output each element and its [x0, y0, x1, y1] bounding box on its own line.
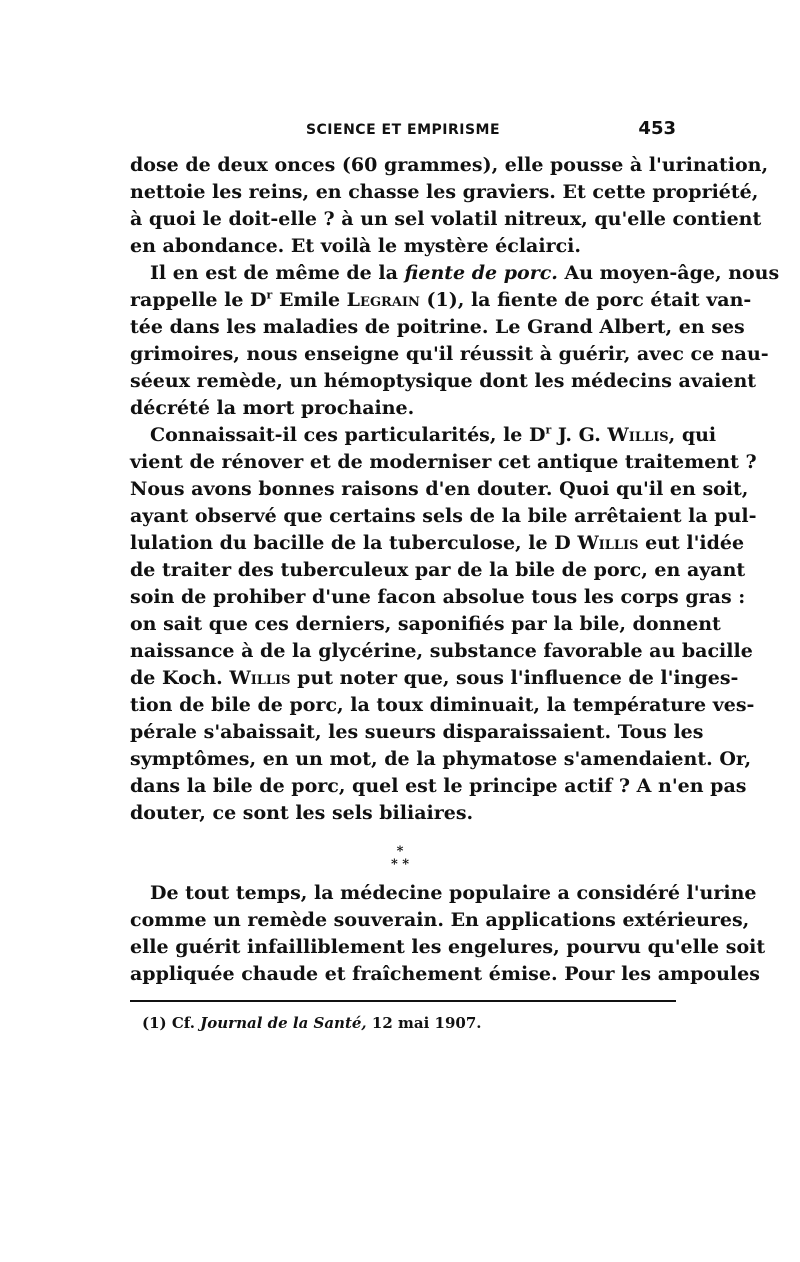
text-line [130, 287, 752, 314]
text-line: on sait que ces derniers, saponifiés par la bile, donnent [130, 613, 721, 635]
text-line: appliquée chaude et fraîchement émise. Pour les ampoules [130, 963, 760, 985]
text-line: séeux remède, un hémoptysique dont les médecins avaient [130, 370, 757, 392]
text-line: tion de bile de porc, la toux diminuait, la température ves- [130, 694, 755, 716]
text-line: tée dans les maladies de poitrine. Le Grand Albert, en ses [130, 316, 745, 338]
text-fragment: de Koch. [130, 667, 230, 689]
text-line: elle guérit infailliblement les engelures, pourvu qu'elle soit [130, 936, 766, 958]
text-line: comme un remède souverain. En applications extérieures, [130, 909, 750, 931]
footnote [142, 1014, 481, 1032]
text-line: décrété la mort prochaine. [130, 397, 415, 419]
text-line: nettoie les reins, en chasse les graviers. Et cette propriété, [130, 181, 759, 203]
text-fragment: rappelle le D [130, 289, 267, 311]
text-line: naissance à de la glycérine, substance favorable au bacille [130, 640, 753, 662]
text-line [130, 260, 780, 287]
text-fragment: , qui [668, 424, 717, 446]
main-text-continued [130, 880, 766, 988]
page-number: 453 [638, 118, 676, 139]
italic-phrase: fiente de porc. [404, 262, 558, 284]
text-fragment: J. G. [551, 424, 608, 446]
section-separator: * * * [390, 844, 410, 872]
author-name: Willis [229, 667, 291, 689]
text-fragment: Connaissait-il ces particularités, le D [150, 424, 546, 446]
text-line: pérale s'abaissait, les sueurs disparaissaient. Tous les [130, 721, 704, 743]
text-fragment: Il en est de même de la [150, 262, 405, 284]
main-text [130, 152, 780, 827]
footnote-marker: (1) Cf. [142, 1014, 201, 1032]
author-name: Willis [577, 532, 639, 554]
running-title: SCIENCE ET EMPIRISME [305, 122, 501, 138]
text-line: dose de deux onces (60 grammes), elle pousse à l'urination, [130, 154, 769, 176]
text-line: en abondance. Et voilà le mystère éclairci. [130, 235, 581, 257]
author-name: Willis [607, 424, 669, 446]
text-line: symptômes, en un mot, de la phymatose s'amendaient. Or, [130, 748, 752, 770]
text-fragment: Emile [272, 289, 347, 311]
text-line: de traiter des tuberculeux par de la bile de porc, en ayant [130, 559, 746, 581]
footnote-date: 12 mai 1907. [366, 1014, 482, 1032]
text-fragment: eut l'idée [638, 532, 745, 554]
superscript: r [545, 423, 552, 437]
footnote-source: Journal de la Santé, [200, 1014, 367, 1032]
text-line: à quoi le doit-elle ? à un sel volatil nitreux, qu'elle contient [130, 208, 762, 230]
text-fragment: (1), la fiente de porc était van- [419, 289, 752, 311]
text-line: Nous avons bonnes raisons d'en douter. Quoi qu'il en soit, [130, 478, 749, 500]
page-header [130, 118, 676, 142]
text-line: douter, ce sont les sels biliaires. [130, 802, 474, 824]
text-line: soin de prohiber d'une facon absolue tous les corps gras : [130, 586, 746, 608]
text-fragment: put noter que, sous l'influence de l'inges- [290, 667, 739, 689]
superscript: r [266, 288, 273, 302]
text-line [130, 422, 717, 449]
text-line: grimoires, nous enseigne qu'il réussit à guérir, avec ce nau- [130, 343, 769, 365]
text-line: vient de rénover et de moderniser cet antique traitement ? [130, 451, 757, 473]
text-line: ayant observé que certains sels de la bile arrêtaient la pul- [130, 505, 757, 527]
text-fragment: Au moyen-âge, nous [557, 262, 780, 284]
text-line: dans la bile de porc, quel est le principe actif ? A n'en pas [130, 775, 747, 797]
text-line [130, 665, 739, 692]
text-line [130, 530, 745, 557]
author-name: Legrain [346, 289, 420, 311]
text-fragment: lulation du bacille de la tuberculose, le D [130, 532, 578, 554]
text-line: De tout temps, la médecine populaire a considéré l'urine [150, 882, 757, 904]
footnote-rule [130, 1000, 676, 1002]
